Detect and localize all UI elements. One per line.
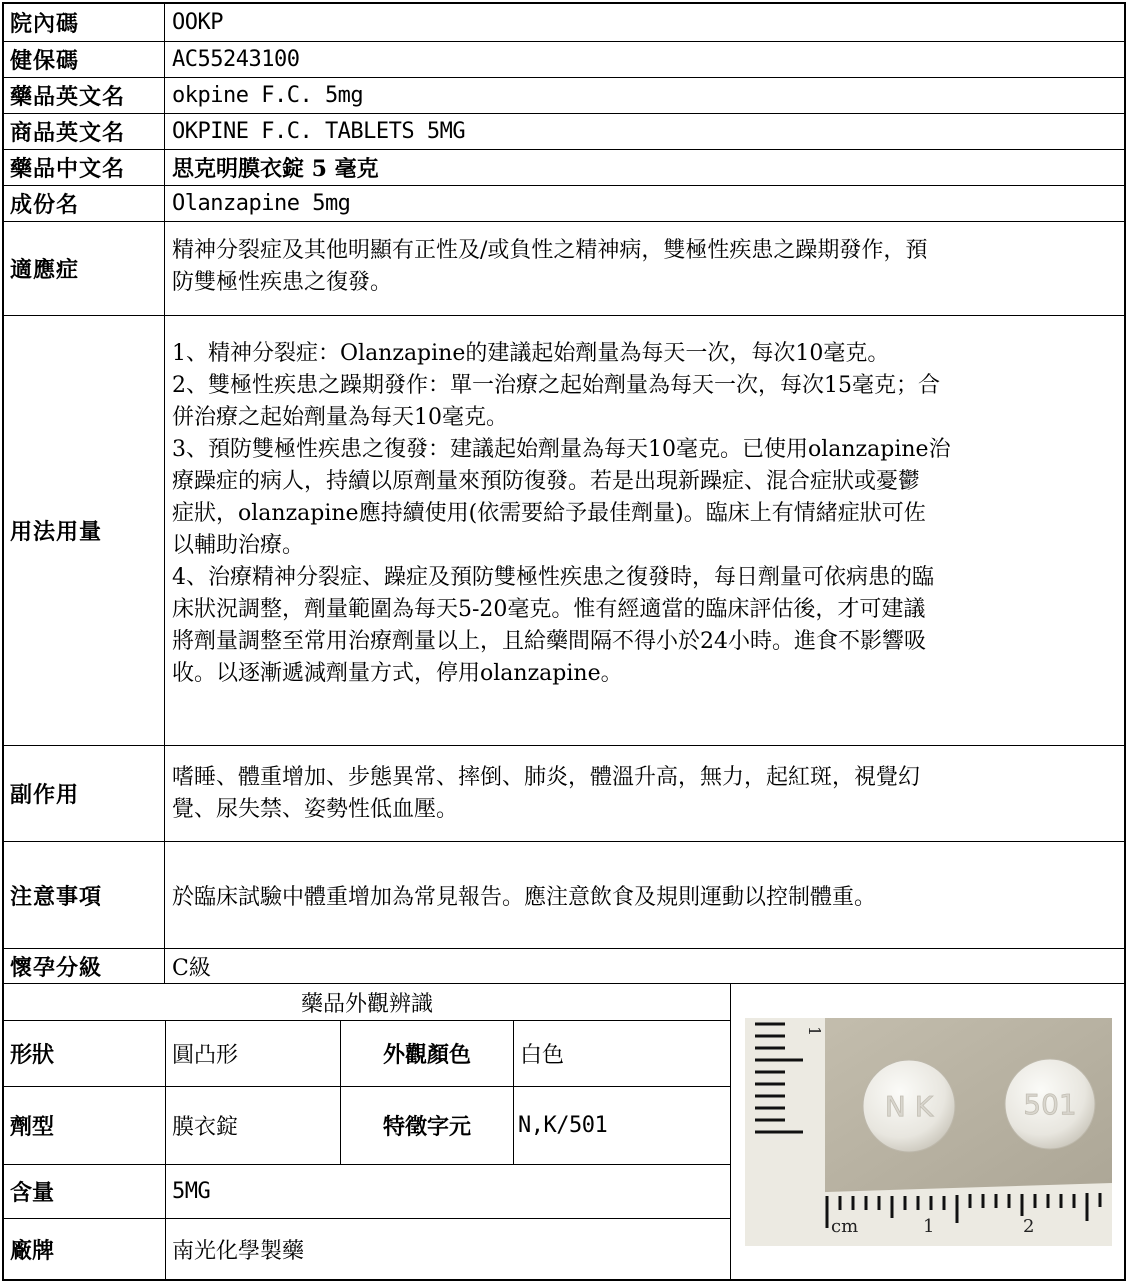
label-ingredient: 成份名 [4,186,165,221]
value-indication [166,235,1118,299]
dosage-line: 4、治療精神分裂症、躁症及預防雙極性疾患之復發時，每日劑量可依病患的臨 [172,565,934,590]
label-marking: 特徵字元 [341,1087,514,1165]
indication-line: 精神分裂症及其他明顯有正性及/或負性之精神病，雙極性疾患之躁期發作，預 [172,238,928,263]
value-drug-zh-name: 思克明膜衣錠 5 毫克 [172,156,379,182]
value-product-en-name: OKPINE F.C. TABLETS 5MG [172,119,466,144]
label-shape: 形狀 [4,1021,166,1087]
row-pregnancy [4,949,1124,984]
label-drug-zh-name: 藥品中文名 [4,150,165,185]
vertical-ruler-mark: 1 [805,1026,824,1037]
label-pregnancy: 懷孕分級 [4,949,165,983]
tablet-photo-svg [745,1018,1112,1246]
label-strength: 含量 [4,1165,166,1219]
dosage-line: 併治療之起始劑量為每天10毫克。 [172,405,508,430]
value-maker: 南光化學製藥 [166,1219,731,1279]
dosage-line: 將劑量調整至常用治療劑量以上，且給藥間隔不得小於24小時。進食不影響吸 [172,629,926,654]
row-drug-zh-name [4,150,1124,186]
value-nhi-code: AC55243100 [172,47,300,72]
tablet-photo [745,1018,1112,1246]
appearance-title: 藥品外觀辨識 [4,984,731,1021]
row-nhi-code [4,42,1124,78]
pill-right-imprint: 501 [1023,1088,1077,1121]
value-precautions: 於臨床試驗中體重增加為常見報告。應注意飲食及規則運動以控制體重。 [172,884,877,910]
row-product-en-name [4,114,1124,150]
dosage-line: 床狀況調整，劑量範圍為每天5-20毫克。惟有經適當的臨床評估後，才可建議 [172,597,926,622]
row-indication [4,222,1124,316]
indication-line: 防雙極性疾患之復發。 [172,270,393,295]
dosage-line: 1、精神分裂症：Olanzapine的建議起始劑量為每天一次，每次10毫克。 [172,341,890,366]
value-ingredient: Olanzapine 5mg [172,191,351,216]
label-product-en-name: 商品英文名 [4,114,165,149]
dosage-line: 3、預防雙極性疾患之復發：建議起始劑量為每天10毫克。已使用olanzapine治 [172,437,951,462]
dosage-line: 收。以逐漸遞減劑量方式，停用olanzapine。 [172,661,623,686]
value-form: 膜衣錠 [166,1087,341,1165]
side-effects-line: 覺、尿失禁、姿勢性低血壓。 [172,797,459,822]
dosage-line: 症狀，olanzapine應持續使用(依需要給予最佳劑量)。臨床上有情緒症狀可佐 [172,501,926,526]
label-precautions: 注意事項 [4,842,165,948]
pill-left-imprint: N K [884,1090,934,1123]
label-side-effects: 副作用 [4,746,165,841]
row-ingredient [4,186,1124,222]
row-dosage [4,316,1124,746]
horizontal-ruler-mark-1: 1 [923,1216,935,1237]
value-strength: 5MG [166,1165,731,1219]
row-hospital-code [4,4,1124,42]
value-hospital-code: OOKP [172,10,223,35]
label-form: 劑型 [4,1087,166,1165]
value-color: 白色 [514,1021,731,1087]
label-color: 外觀顏色 [341,1021,514,1087]
dosage-line: 以輔助治療。 [172,533,305,558]
row-side-effects [4,746,1124,842]
value-marking: N,K/501 [514,1087,731,1165]
side-effects-line: 嗜睡、體重增加、步態異常、摔倒、肺炎，體溫升高，無力，起紅斑，視覺幻 [172,765,921,790]
label-nhi-code: 健保碼 [4,42,165,77]
value-shape: 圓凸形 [166,1021,341,1087]
row-drug-en-name [4,78,1124,114]
horizontal-ruler-mark-2: 2 [1023,1216,1035,1237]
label-hospital-code: 院內碼 [4,4,165,41]
value-dosage [166,338,1118,690]
dosage-line: 2、雙極性疾患之躁期發作：單一治療之起始劑量為每天一次，每次15毫克；合 [172,373,940,398]
label-dosage: 用法用量 [4,316,165,745]
row-precautions [4,842,1124,949]
value-drug-en-name: okpine F.C. 5mg [172,83,364,108]
label-drug-en-name: 藥品英文名 [4,78,165,113]
value-side-effects [166,762,1118,826]
value-pregnancy: C級 [172,955,211,981]
horizontal-ruler-unit: cm [831,1216,859,1237]
dosage-line: 療躁症的病人，持續以原劑量來預防復發。若是出現新躁症、混合症狀或憂鬱 [172,469,921,494]
label-indication: 適應症 [4,222,165,315]
label-maker: 廠牌 [4,1219,166,1279]
